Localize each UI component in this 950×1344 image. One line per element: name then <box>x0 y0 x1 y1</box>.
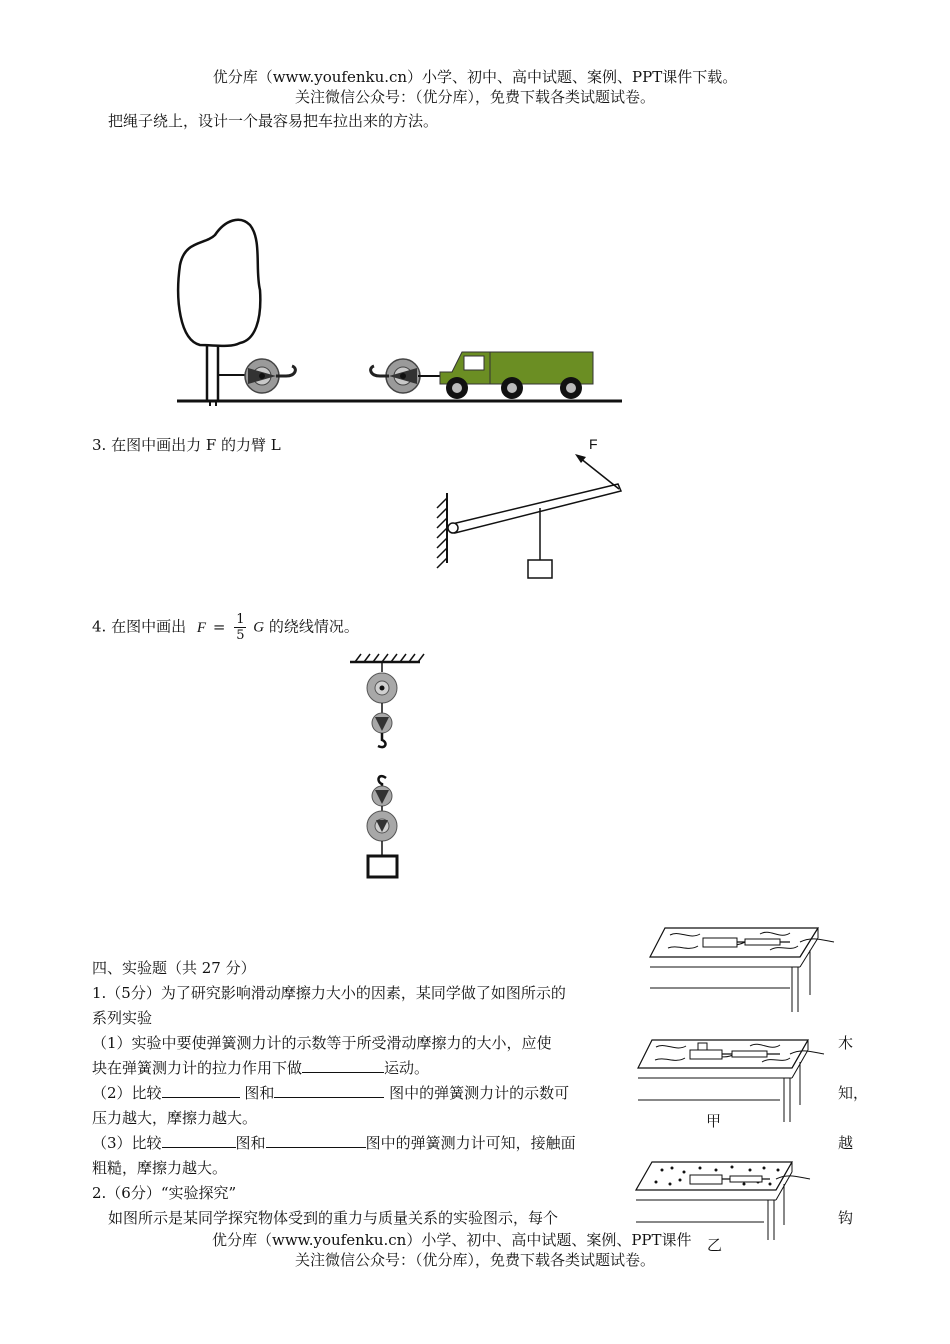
q1-part3-pre: （3）比较 <box>92 1134 162 1152</box>
q1-part3-post: 图中的弹簧测力计可知，接触面 <box>365 1134 576 1152</box>
q1-part1-line-b <box>92 1057 429 1078</box>
q1-part3-mid: 图和 <box>235 1134 266 1152</box>
footer-line-1: 优分库（www.youfenku.cn）小学、初中、高中试题、案例、PPT课件 <box>212 1231 692 1249</box>
movable-pulley-icon-large <box>367 811 397 841</box>
answer-blank-3a[interactable] <box>162 1133 236 1148</box>
q4-prefix: 4. 在图中画出 <box>92 617 187 636</box>
q2-line-1: 如图所示是某同学探究物体受到的重力与质量关系的实验图示，每个 <box>108 1209 559 1227</box>
q1-part1-pre: 块在弹簧测力计的拉力作用下做 <box>92 1059 303 1077</box>
answer-blank-2b[interactable] <box>274 1083 384 1098</box>
answer-blank-2a[interactable] <box>162 1083 240 1098</box>
q4-text <box>92 612 359 643</box>
pulley-icon-right <box>386 359 420 393</box>
q2-line-1-end: 钩 <box>838 1209 854 1227</box>
fixed-pulley-icon-large <box>367 673 397 703</box>
q4-eq: = <box>212 617 226 636</box>
force-label: F <box>589 436 598 452</box>
table-figure-2 <box>638 1040 824 1122</box>
q1-part1-line-a-end: 木 <box>838 1034 854 1052</box>
header-line-2: 关注微信公众号：（优分库），免费下载各类试题试卷。 <box>294 88 655 106</box>
truck-icon <box>440 352 593 399</box>
q4-num: 1 <box>236 612 245 627</box>
q4-den: 5 <box>236 628 245 643</box>
label-jia: 甲 <box>706 1112 722 1130</box>
q1-part2-line <box>92 1082 569 1103</box>
rope-question-text: 把绳子绕上，设计一个最容易把车拉出来的方法。 <box>108 112 439 130</box>
answer-blank-motion[interactable] <box>302 1058 384 1073</box>
q1-line-2: 系列实验 <box>92 1009 153 1027</box>
q4-f: F <box>196 619 207 636</box>
q1-part1-line-a: （1）实验中要使弹簧测力计的示数等于所受滑动摩擦力的大小，应使 <box>92 1034 552 1052</box>
label-yi: 乙 <box>707 1236 723 1254</box>
answer-blank-3b[interactable] <box>266 1133 366 1148</box>
pulley-icon-left <box>245 359 279 393</box>
q3-text: 3. 在图中画出力 F 的力臂 L <box>92 436 281 454</box>
q1-part1-post: 运动。 <box>384 1059 430 1077</box>
q1-part3-end: 越 <box>838 1134 854 1152</box>
fixed-pulley-icon-small <box>372 713 392 733</box>
q1-part2-pre: （2）比较 <box>92 1084 162 1102</box>
q1-part2-line-2: 压力越大，摩擦力越大。 <box>92 1109 258 1127</box>
q1-part2-end: 知， <box>838 1084 869 1102</box>
movable-pulley-icon-small <box>372 786 392 806</box>
q4-g: G <box>253 619 265 636</box>
q4-fraction <box>234 612 246 643</box>
footer-line-2: 关注微信公众号：（优分库），免费下载各类试题试卷。 <box>294 1251 655 1269</box>
q1-part3-line <box>92 1132 576 1153</box>
header-line-1: 优分库（www.youfenku.cn）小学、初中、高中试题、案例、PPT课件下载。 <box>212 68 738 86</box>
q1-part3-line-2: 粗糙，摩擦力越大。 <box>92 1159 228 1177</box>
table-figure-1 <box>650 928 834 1012</box>
section4-title: 四、实验题（共 27 分） <box>92 959 256 977</box>
q2-title: 2.（6分）“实验探究” <box>92 1184 237 1202</box>
q1-part2-mid: 图和 <box>244 1084 275 1102</box>
q4-suffix: 的绕线情况。 <box>268 617 359 636</box>
q1-part2-post: 图中的弹簧测力计的示数可 <box>389 1084 570 1102</box>
q1-line-1: 1.（5分）为了研究影响滑动摩擦力大小的因素，某同学做了如图所示的 <box>92 984 566 1002</box>
